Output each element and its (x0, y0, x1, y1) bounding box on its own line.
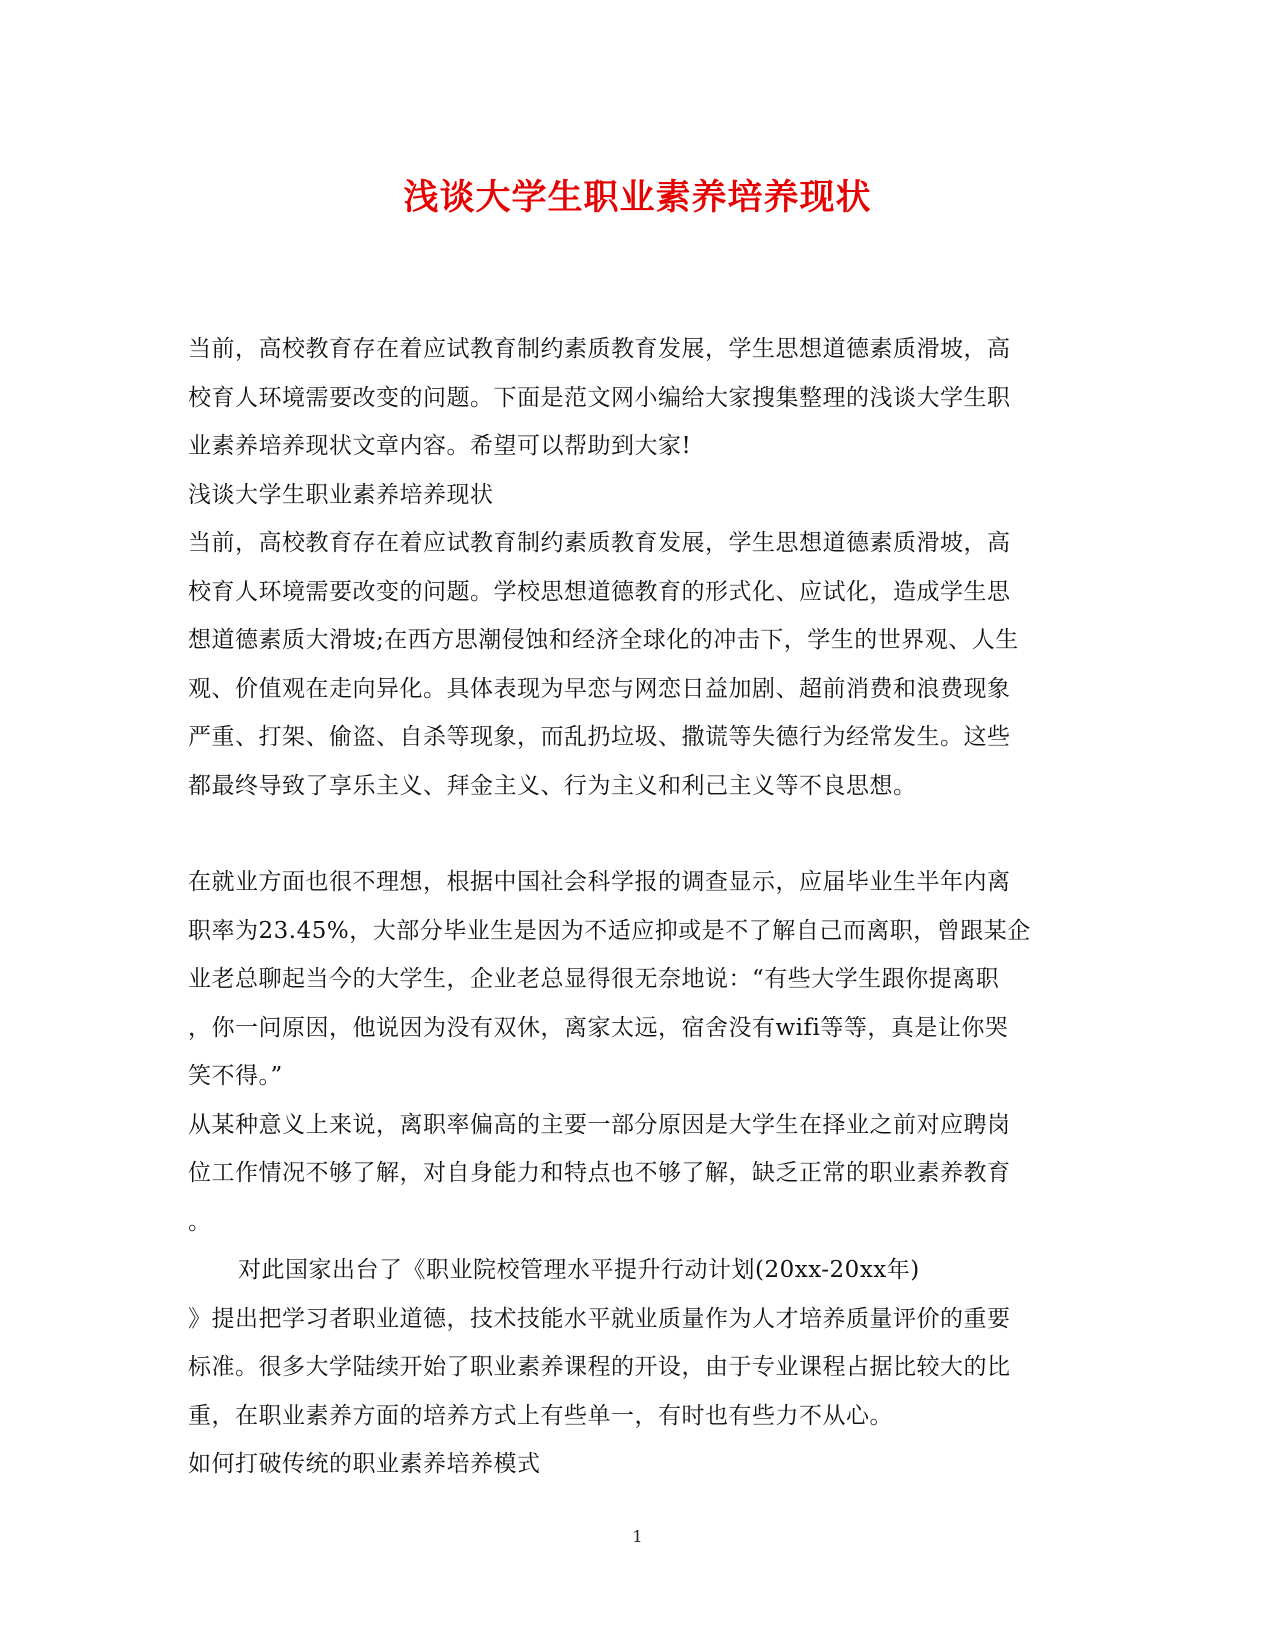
document-title: 浅谈大学生职业素养培养现状 (403, 177, 872, 218)
text-line: 》提出把学习者职业道德，技术技能水平就业质量作为人才培养质量评价的重要 (188, 1305, 1011, 1332)
paragraph-gap (188, 810, 1068, 858)
text-line: 当前，高校教育存在着应试教育制约素质教育发展，学生思想道德素质滑坡，高 (188, 530, 1011, 556)
page-number: 1 (632, 1527, 643, 1546)
text-line: 。 (188, 1208, 212, 1235)
document-body (188, 325, 1068, 1489)
text-line: 在就业方面也很不理想，根据中国社会科学报的调查显示，应届毕业生半年内离 (188, 869, 1011, 895)
text-line: 笑不得。” (188, 1063, 283, 1089)
section-heading: 如何打破传统的职业素养培养模式 (188, 1451, 541, 1477)
text-line: 想道德素质大滑坡;在西方思潮侵蚀和经济全球化的冲击下，学生的世界观、人生 (188, 627, 1019, 653)
text-line: 观、价值观在走向异化。具体表现为早恋与网恋日益加剧、超前消费和浪费现象 (188, 675, 1011, 702)
text-line: 校育人环境需要改变的问题。学校思想道德教育的形式化、应试化，造成学生思 (188, 578, 1011, 605)
section-heading: 浅谈大学生职业素养培养现状 (188, 481, 494, 508)
text-line: 都最终导致了享乐主义、拜金主义、行为主义和利己主义等不良思想。 (188, 772, 917, 799)
text-line: 严重、打架、偷盗、自杀等现象，而乱扔垃圾、撒谎等失德行为经常发生。这些 (188, 724, 1011, 750)
text-line: 当前，高校教育存在着应试教育制约素质教育发展，学生思想道德素质滑坡，高 (188, 336, 1011, 362)
text-line: 业老总聊起当今的大学生，企业老总显得很无奈地说：“有些大学生跟你提离职 (188, 966, 1000, 992)
text-line: ，你一问原因，他说因为没有双休，离家太远，宿舍没有wifi等等，真是让你哭 (188, 1014, 1009, 1041)
text-line: 位工作情况不够了解，对自身能力和特点也不够了解，缺乏正常的职业素养教育 (188, 1160, 1011, 1186)
text-line: 职率为23.45%，大部分毕业生是因为不适应抑或是不了解自己而离职，曾跟某企 (188, 917, 1031, 944)
text-line: 校育人环境需要改变的问题。下面是范文网小编给大家搜集整理的浅谈大学生职 (188, 384, 1011, 411)
text-line: 重，在职业素养方面的培养方式上有些单一，有时也有些力不从心。 (188, 1402, 893, 1429)
text-line: 业素养培养现状文章内容。希望可以帮助到大家! (188, 433, 692, 459)
text-line: 对此国家出台了《职业院校管理水平提升行动计划(20xx-20xx年) (238, 1257, 920, 1283)
text-line: 从某种意义上来说，离职率偏高的主要一部分原因是大学生在择业之前对应聘岗 (188, 1111, 1011, 1138)
text-line: 标准。很多大学陆续开始了职业素养课程的开设，由于专业课程占据比较大的比 (188, 1354, 1011, 1380)
